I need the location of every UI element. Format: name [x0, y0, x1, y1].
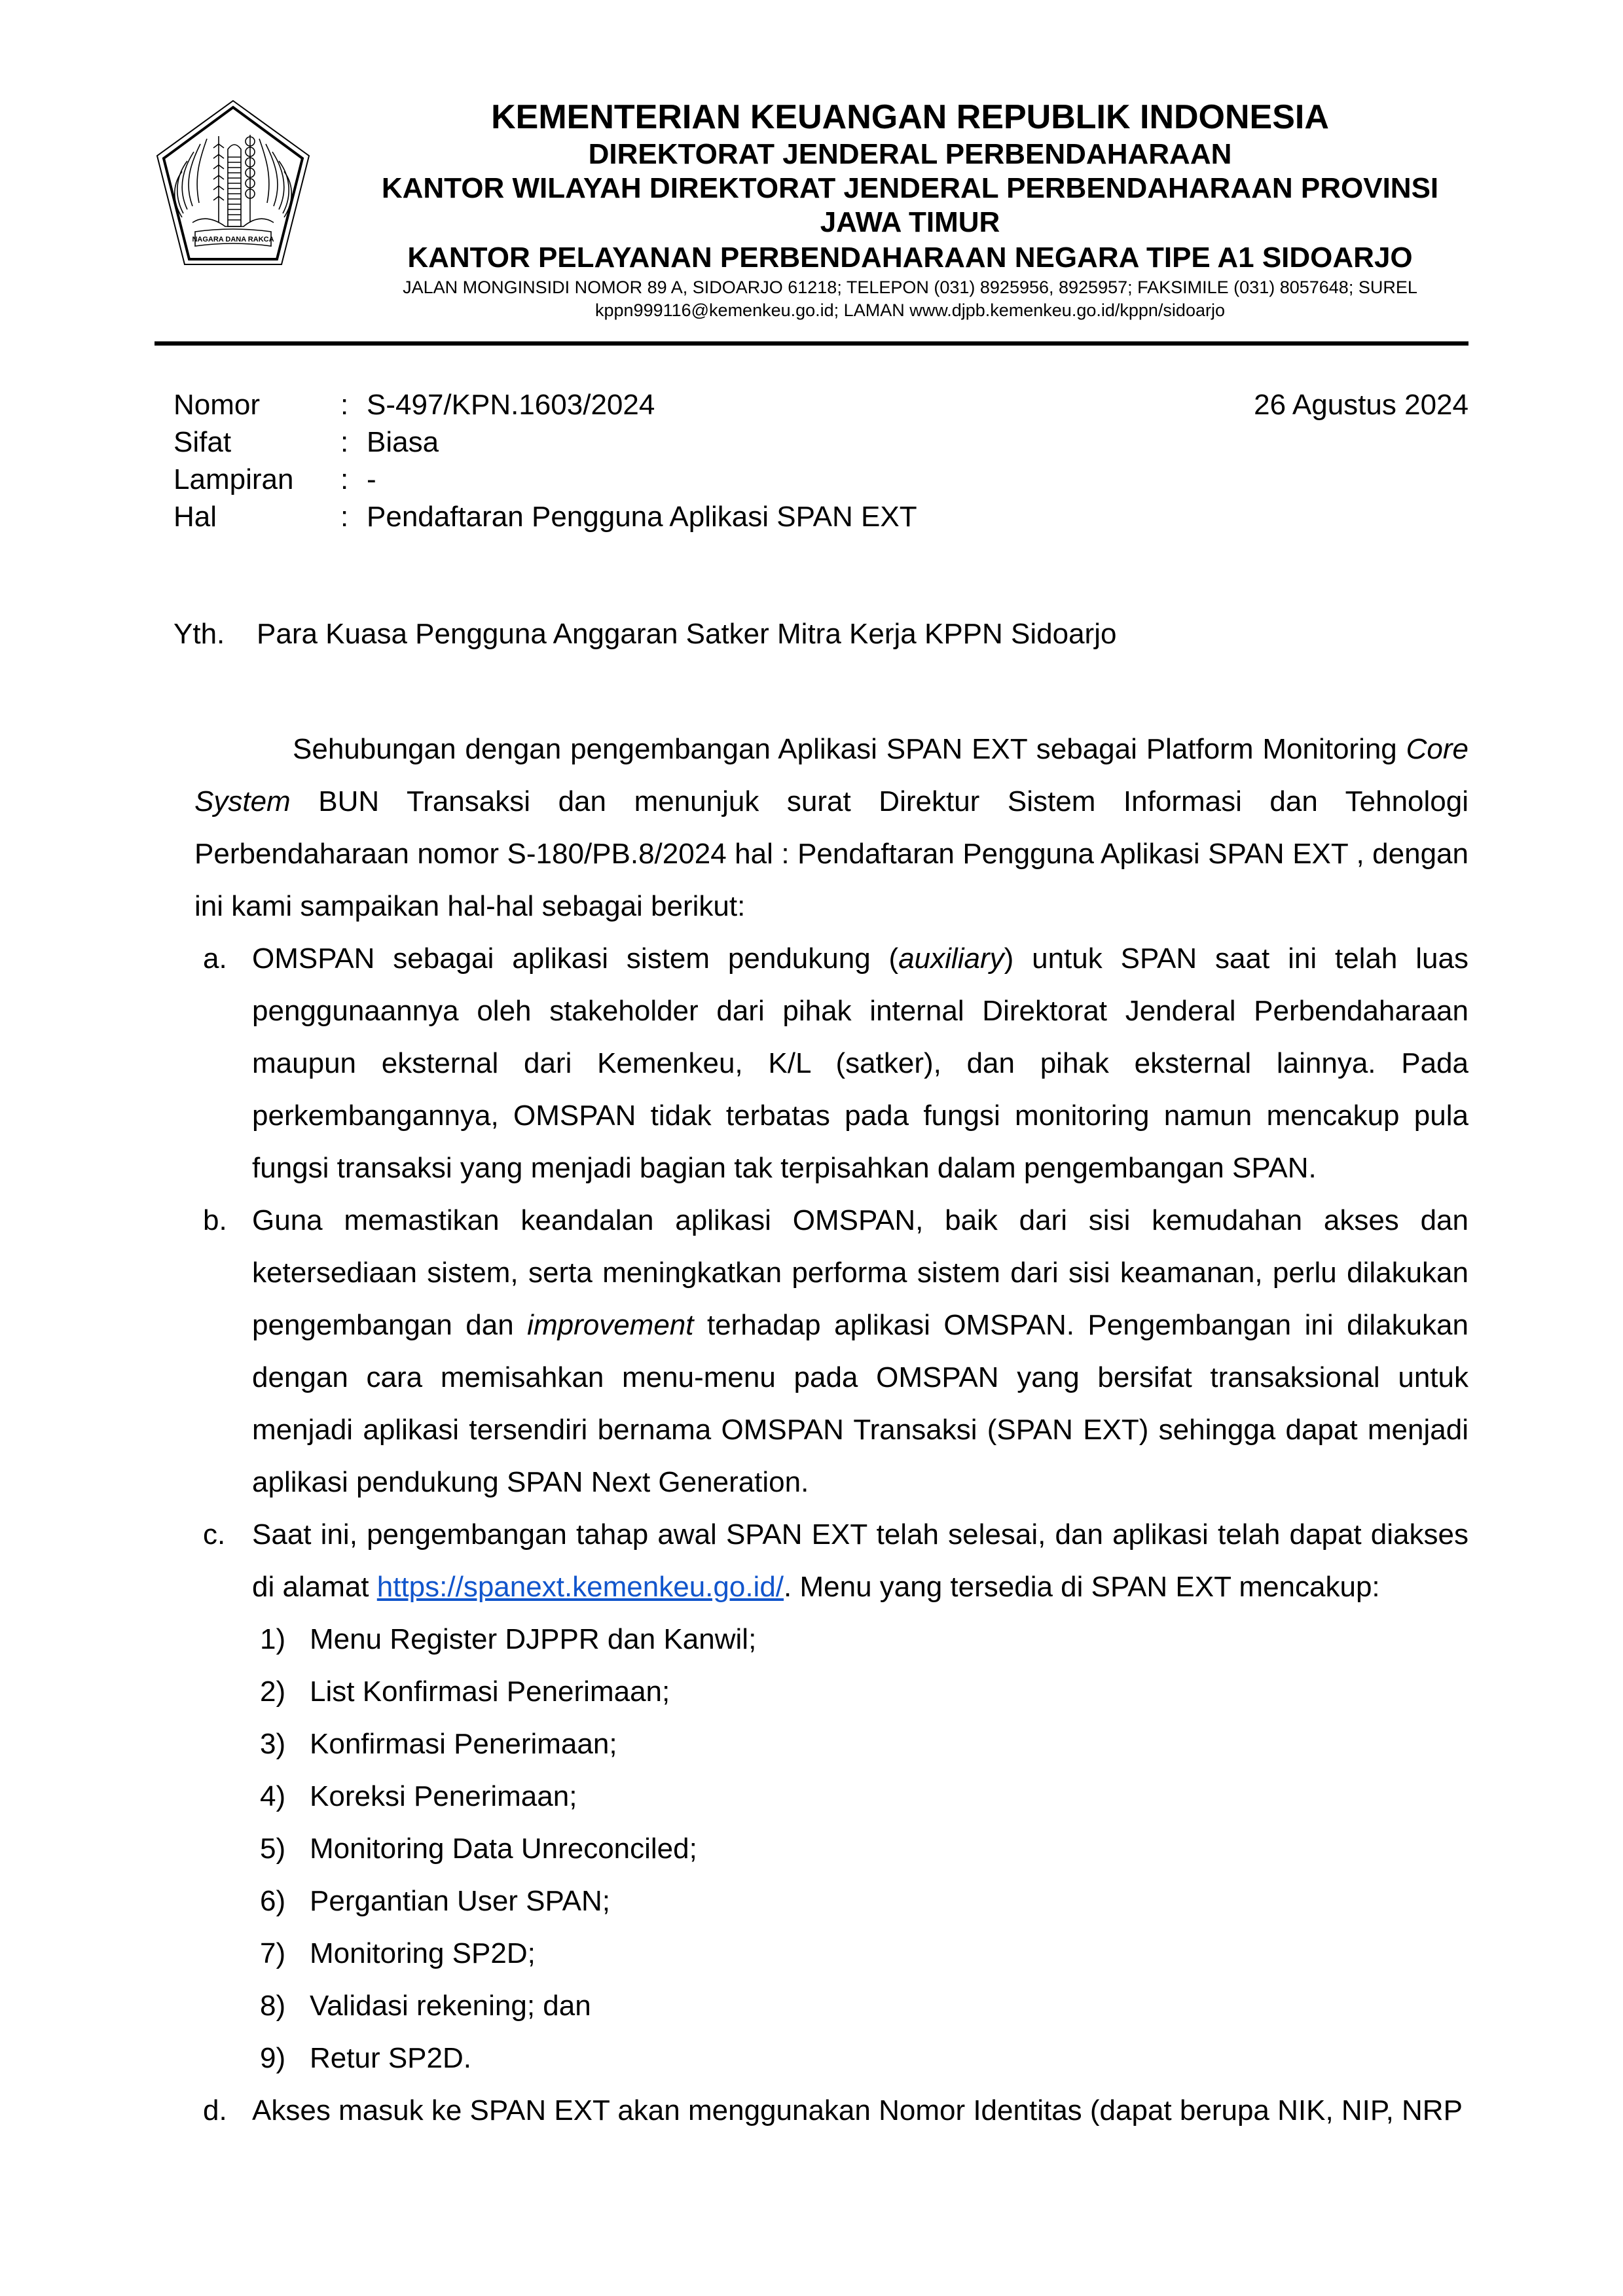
office-contact: kppn999116@kemenkeu.go.id; LAMAN www.djpb.kemenkeu.go.id/kppn/sidoarjo — [595, 300, 1225, 320]
menu-marker: 1) — [260, 1623, 286, 1655]
menu-marker: 7) — [260, 1937, 286, 1969]
point-italic: auxiliary — [898, 942, 1004, 975]
point-italic: improvement — [527, 1309, 694, 1341]
letterhead-divider — [155, 341, 1468, 346]
menu-label: Retur SP2D. — [310, 2042, 471, 2074]
point-d — [194, 2085, 1468, 2137]
menu-marker: 2) — [260, 1676, 286, 1708]
menu-label: Monitoring SP2D; — [310, 1937, 536, 1969]
menu-marker: 3) — [260, 1728, 286, 1760]
meta-label: Hal — [173, 501, 217, 533]
menu-label: Konfirmasi Penerimaan; — [310, 1728, 617, 1760]
meta-colon: : — [340, 501, 349, 533]
point-text-part: Saat ini, pengembangan tahap awal SPAN EXT telah selesai, dan aplikasi telah dapat diakses di alamat — [252, 1518, 1468, 1603]
point-text — [252, 1509, 1468, 2085]
letterhead — [327, 97, 1493, 322]
point-b — [194, 1194, 1468, 1509]
point-c — [194, 1509, 1468, 2085]
menu-label: Monitoring Data Unreconciled; — [310, 1833, 697, 1865]
regional-office-name: KANTOR WILAYAH DIREKTORAT JENDERAL PERBENDAHARAAN PROVINSI — [381, 172, 1439, 204]
intro-text: Sehubungan dengan pengembangan Aplikasi SPAN EXT sebagai Platform Monitoring — [293, 733, 1406, 765]
meta-label: Sifat — [173, 426, 232, 458]
intro-paragraph — [194, 723, 1468, 933]
intro-italic: Core System — [194, 733, 1468, 817]
menu-label: Koreksi Penerimaan; — [310, 1780, 577, 1812]
point-text-part: OMSPAN sebagai aplikasi sistem pendukung ( — [252, 942, 899, 975]
directorate-name: DIREKTORAT JENDERAL PERBENDAHARAAN — [588, 138, 1232, 170]
meta-row-lampiran — [173, 461, 917, 498]
office-address: JALAN MONGINSIDI NOMOR 89 A, SIDOARJO 61218; TELEPON (031) 8925956, 8925957; FAKSIMILE (031) 8057648; SUREL — [403, 278, 1417, 297]
menu-item — [252, 1928, 1468, 1980]
kemenkeu-emblem-icon — [155, 98, 312, 270]
menu-marker: 8) — [260, 1990, 286, 2022]
meta-row-sifat — [173, 423, 917, 461]
meta-value: Pendaftaran Pengguna Aplikasi SPAN EXT — [367, 501, 917, 533]
menu-item — [252, 1666, 1468, 1718]
meta-colon: : — [340, 426, 349, 458]
menu-item — [252, 1823, 1468, 1875]
menu-item — [252, 1613, 1468, 1666]
meta-row-nomor — [173, 386, 917, 423]
point-text-part: ) untuk SPAN saat ini telah luas penggunaannya oleh stakeholder dari pihak internal Direktorat Jenderal Perbendaharaan maupun eksternal dari Kemenkeu, K/L (satker), dan pihak eksternal lainnya. Pada perkembangannya, OMSPAN tidak terbatas pada fungsi monitoring namun mencakup pula fungsi transaksi yang menjadi bagian tak terpisahkan dalam pengembangan SPAN. — [252, 942, 1468, 1184]
point-text-part: . Menu yang tersedia di SPAN EXT mencakup: — [784, 1571, 1380, 1603]
menu-marker: 5) — [260, 1833, 286, 1865]
meta-colon: : — [340, 463, 349, 495]
intro-text-cont: BUN Transaksi dan menunjuk surat Direktur Sistem Informasi dan Tehnologi Perbendaharaan nomor S-180/PB.8/2024 hal : Pendaftaran Pengguna Aplikasi SPAN EXT , dengan ini kami sampaikan hal-hal sebagai berikut: — [194, 785, 1468, 922]
spanext-link[interactable]: https://spanext.kemenkeu.go.id/ — [376, 1571, 784, 1603]
menu-marker: 6) — [260, 1885, 286, 1917]
logo-motto: NAGARA DANA RAKCA — [192, 236, 274, 243]
recipient — [173, 615, 1116, 653]
point-text — [252, 1194, 1468, 1509]
office-name: KANTOR PELAYANAN PERBENDAHARAAN NEGARA TIPE A1 SIDOARJO — [407, 242, 1413, 274]
menu-label: List Konfirmasi Penerimaan; — [310, 1676, 670, 1708]
point-text-part: Guna memastikan keandalan aplikasi OMSPAN, baik dari sisi kemudahan akses dan ketersediaan sistem, serta meningkatkan performa sistem dari sisi keamanan, perlu dilakukan pengembangan dan — [252, 1204, 1468, 1341]
point-list — [194, 933, 1468, 2137]
point-text — [252, 933, 1468, 1194]
point-marker: c. — [203, 1518, 226, 1551]
menu-marker: 4) — [260, 1780, 286, 1812]
meta-value: - — [367, 463, 376, 495]
province-name: JAWA TIMUR — [820, 206, 1000, 238]
letter-body — [194, 723, 1468, 2137]
letter-meta — [173, 386, 917, 535]
menu-label: Pergantian User SPAN; — [310, 1885, 610, 1917]
recipient-label: Yth. — [173, 618, 225, 650]
kemenkeu-logo — [155, 98, 312, 270]
meta-value: Biasa — [367, 426, 439, 458]
meta-row-hal — [173, 498, 917, 535]
menu-marker: 9) — [260, 2042, 286, 2074]
menu-label: Validasi rekening; dan — [310, 1990, 591, 2022]
point-marker: a. — [203, 942, 227, 975]
menu-item — [252, 1875, 1468, 1928]
meta-colon: : — [340, 389, 349, 421]
menu-list — [252, 1613, 1468, 2085]
menu-item — [252, 1718, 1468, 1770]
meta-value: S-497/KPN.1603/2024 — [367, 389, 655, 421]
recipient-value: Para Kuasa Pengguna Anggaran Satker Mitra Kerja KPPN Sidoarjo — [257, 618, 1117, 650]
point-marker: d. — [203, 2094, 227, 2126]
ministry-name: KEMENTERIAN KEUANGAN REPUBLIK INDONESIA — [491, 98, 1329, 136]
menu-item — [252, 2032, 1468, 2085]
menu-item — [252, 1770, 1468, 1823]
menu-item — [252, 1980, 1468, 2032]
menu-label: Menu Register DJPPR dan Kanwil; — [310, 1623, 757, 1655]
meta-label: Nomor — [173, 389, 261, 421]
point-marker: b. — [203, 1204, 227, 1236]
point-a — [194, 933, 1468, 1194]
point-text: Akses masuk ke SPAN EXT akan menggunakan Nomor Identitas (dapat berupa NIK, NIP, NRP — [252, 2094, 1463, 2126]
point-text-part: terhadap aplikasi OMSPAN. Pengembangan ini dilakukan dengan cara memisahkan menu-menu pada OMSPAN yang bersifat transaksional untuk menjadi aplikasi tersendiri bernama OMSPAN Transaksi (SPAN EXT) sehingga dapat menjadi aplikasi pendukung SPAN Next Generation. — [252, 1309, 1468, 1498]
meta-label: Lampiran — [173, 463, 294, 495]
letter-date: 26 Agustus 2024 — [1254, 389, 1468, 421]
